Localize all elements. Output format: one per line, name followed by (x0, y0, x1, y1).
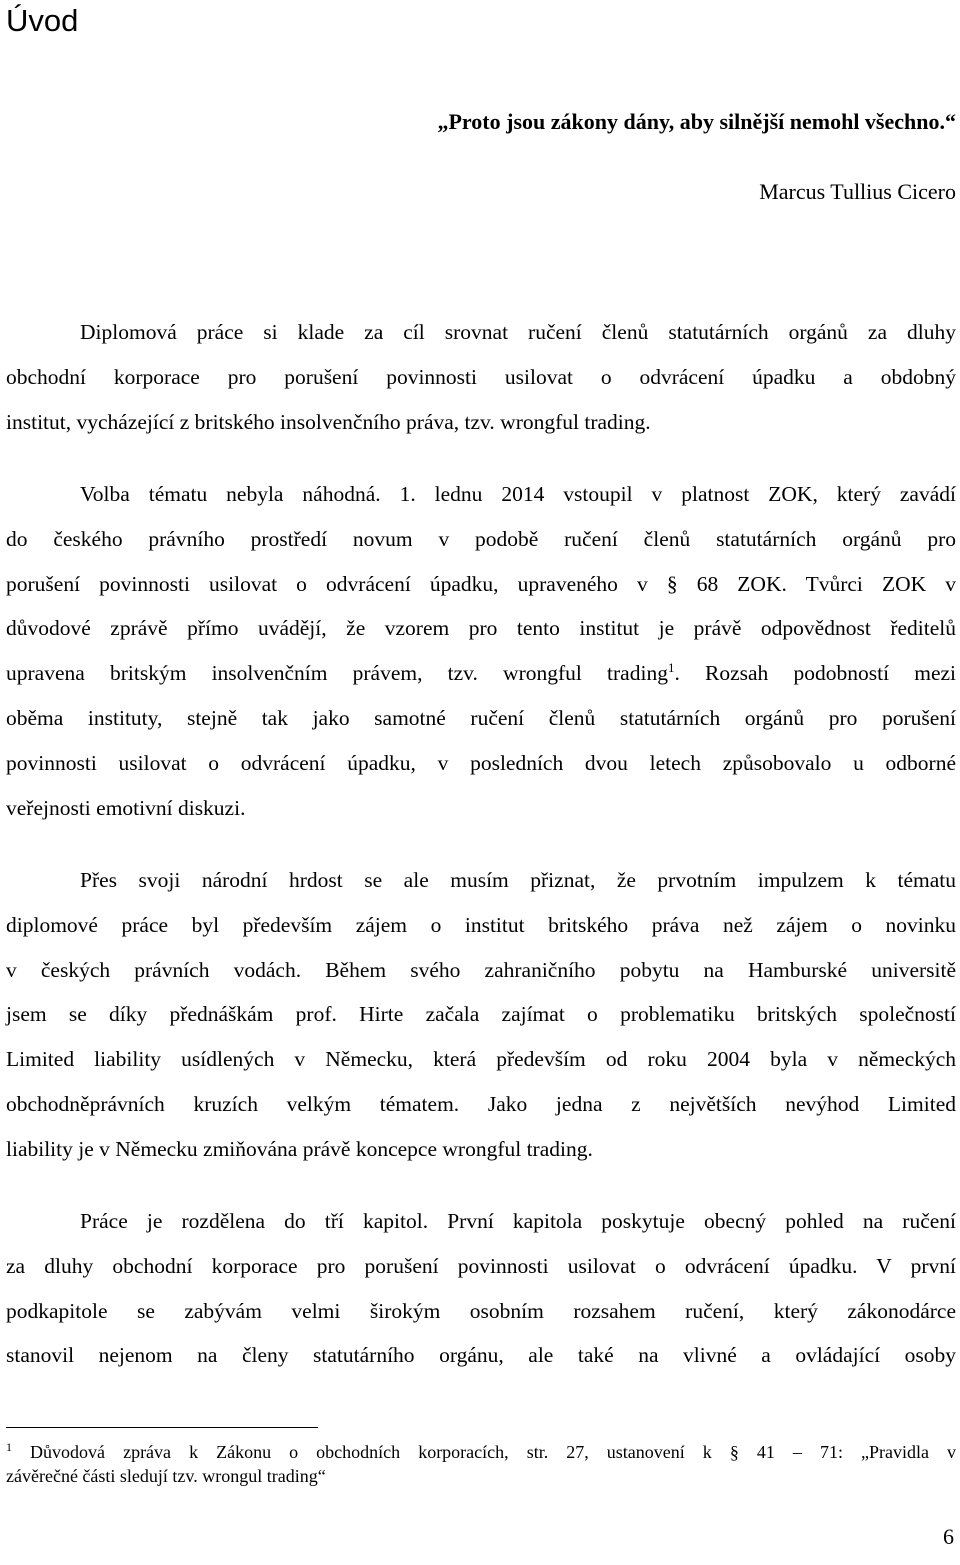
paragraph-1 (6, 310, 956, 444)
paragraph-line: Diplomová práce si klade za cíl srovnat ručení členů statutárních orgánů za dluhy (80, 320, 956, 344)
paragraph-line-tail: . Rozsah podobností mezi (674, 661, 956, 686)
paragraph-line: oběma instituty, stejně tak jako samotné ručení členů statutárních orgánů pro porušení (6, 705, 956, 730)
paragraph-line: obchodněprávních kruzích velkým tématem. Jako jedna z největších nevýhod Limited (6, 1091, 956, 1116)
paragraph-line: obchodní korporace pro porušení povinnosti usilovat o odvrácení úpadku a obdobný (6, 364, 956, 389)
paragraph-2 (6, 472, 956, 830)
paragraph-line: stanovil nejenom na členy statutárního orgánu, ale také na vlivné a ovládající osoby (6, 1343, 956, 1368)
paragraph-line: liability je v Německu zmiňována právě koncepce wrongful trading. (6, 1136, 593, 1161)
paragraph-line: podkapitole se zabývám velmi širokým osobním rozsahem ručení, který zákonodárce (6, 1298, 956, 1323)
paragraph-line: Přes svoji národní hrdost se ale musím přiznat, že prvotním impulzem k tématu (80, 868, 956, 892)
paragraph-line: povinnosti usilovat o odvrácení úpadku, v posledních dvou letech způsobovalo u odborné (6, 750, 956, 775)
paragraph-line: diplomové práce byl především zájem o institut britského práva než zájem o novinku (6, 912, 956, 937)
paragraph-line-with-footnote (6, 651, 956, 696)
paragraph-4 (6, 1199, 956, 1378)
paragraph-line: jsem se díky přednáškám prof. Hirte začala zajímat o problematiku britských společností (6, 1002, 956, 1027)
paragraph-line: důvodové zprávě přímo uvádějí, že vzorem pro tento institut je právě odpovědnost ředitelů (6, 616, 956, 641)
footnote-line (6, 1440, 956, 1464)
footnote-divider (6, 1427, 318, 1428)
paragraph-line: Práce je rozdělena do tří kapitol. První kapitola poskytuje obecný pohled na ručení (80, 1209, 956, 1233)
paragraph-line-text: upravena britským insolvenčním právem, tzv. wrongful trading (6, 661, 668, 686)
paragraph-line: Volba tématu nebyla náhodná. 1. lednu 2014 vstoupil v platnost ZOK, který zavádí (80, 482, 956, 506)
paragraph-line: do českého právního prostředí novum v podobě ručení členů statutárních orgánů pro (6, 526, 956, 551)
paragraph-3 (6, 858, 956, 1172)
paragraph-line: institut, vycházející z britského insolvenčního práva, tzv. wrongful trading. (6, 409, 651, 434)
footnote-text: Důvodová zpráva k Zákonu o obchodních korporacích, str. 27, ustanovení k § 41 – 71: „Pravidla v (30, 1442, 957, 1462)
motto-quote: „Proto jsou zákony dány, aby silnější nemohl všechno.“ (437, 109, 956, 134)
footnote (6, 1440, 956, 1488)
footnote-reference[interactable]: 1 (667, 660, 675, 676)
motto-author: Marcus Tullius Cicero (759, 179, 956, 204)
paragraph-line: veřejnosti emotivní diskuzi. (6, 795, 246, 820)
page-number: 6 (943, 1524, 954, 1549)
footnote-line: závěrečné části sledují tzv. wrongul trading“ (6, 1466, 326, 1486)
paragraph-line: Limited liability usídlených v Německu, která především od roku 2004 byla v německých (6, 1047, 956, 1072)
paragraph-line: za dluhy obchodní korporace pro porušení povinnosti usilovat o odvrácení úpadku. V první (6, 1253, 956, 1278)
paragraph-line: v českých právních vodách. Během svého zahraničního pobytu na Hamburské universitě (6, 957, 956, 982)
footnote-number: 1 (6, 1440, 12, 1454)
section-heading: Úvod (6, 3, 79, 38)
paragraph-line: porušení povinnosti usilovat o odvrácení úpadku, upraveného v § 68 ZOK. Tvůrci ZOK v (6, 571, 956, 596)
